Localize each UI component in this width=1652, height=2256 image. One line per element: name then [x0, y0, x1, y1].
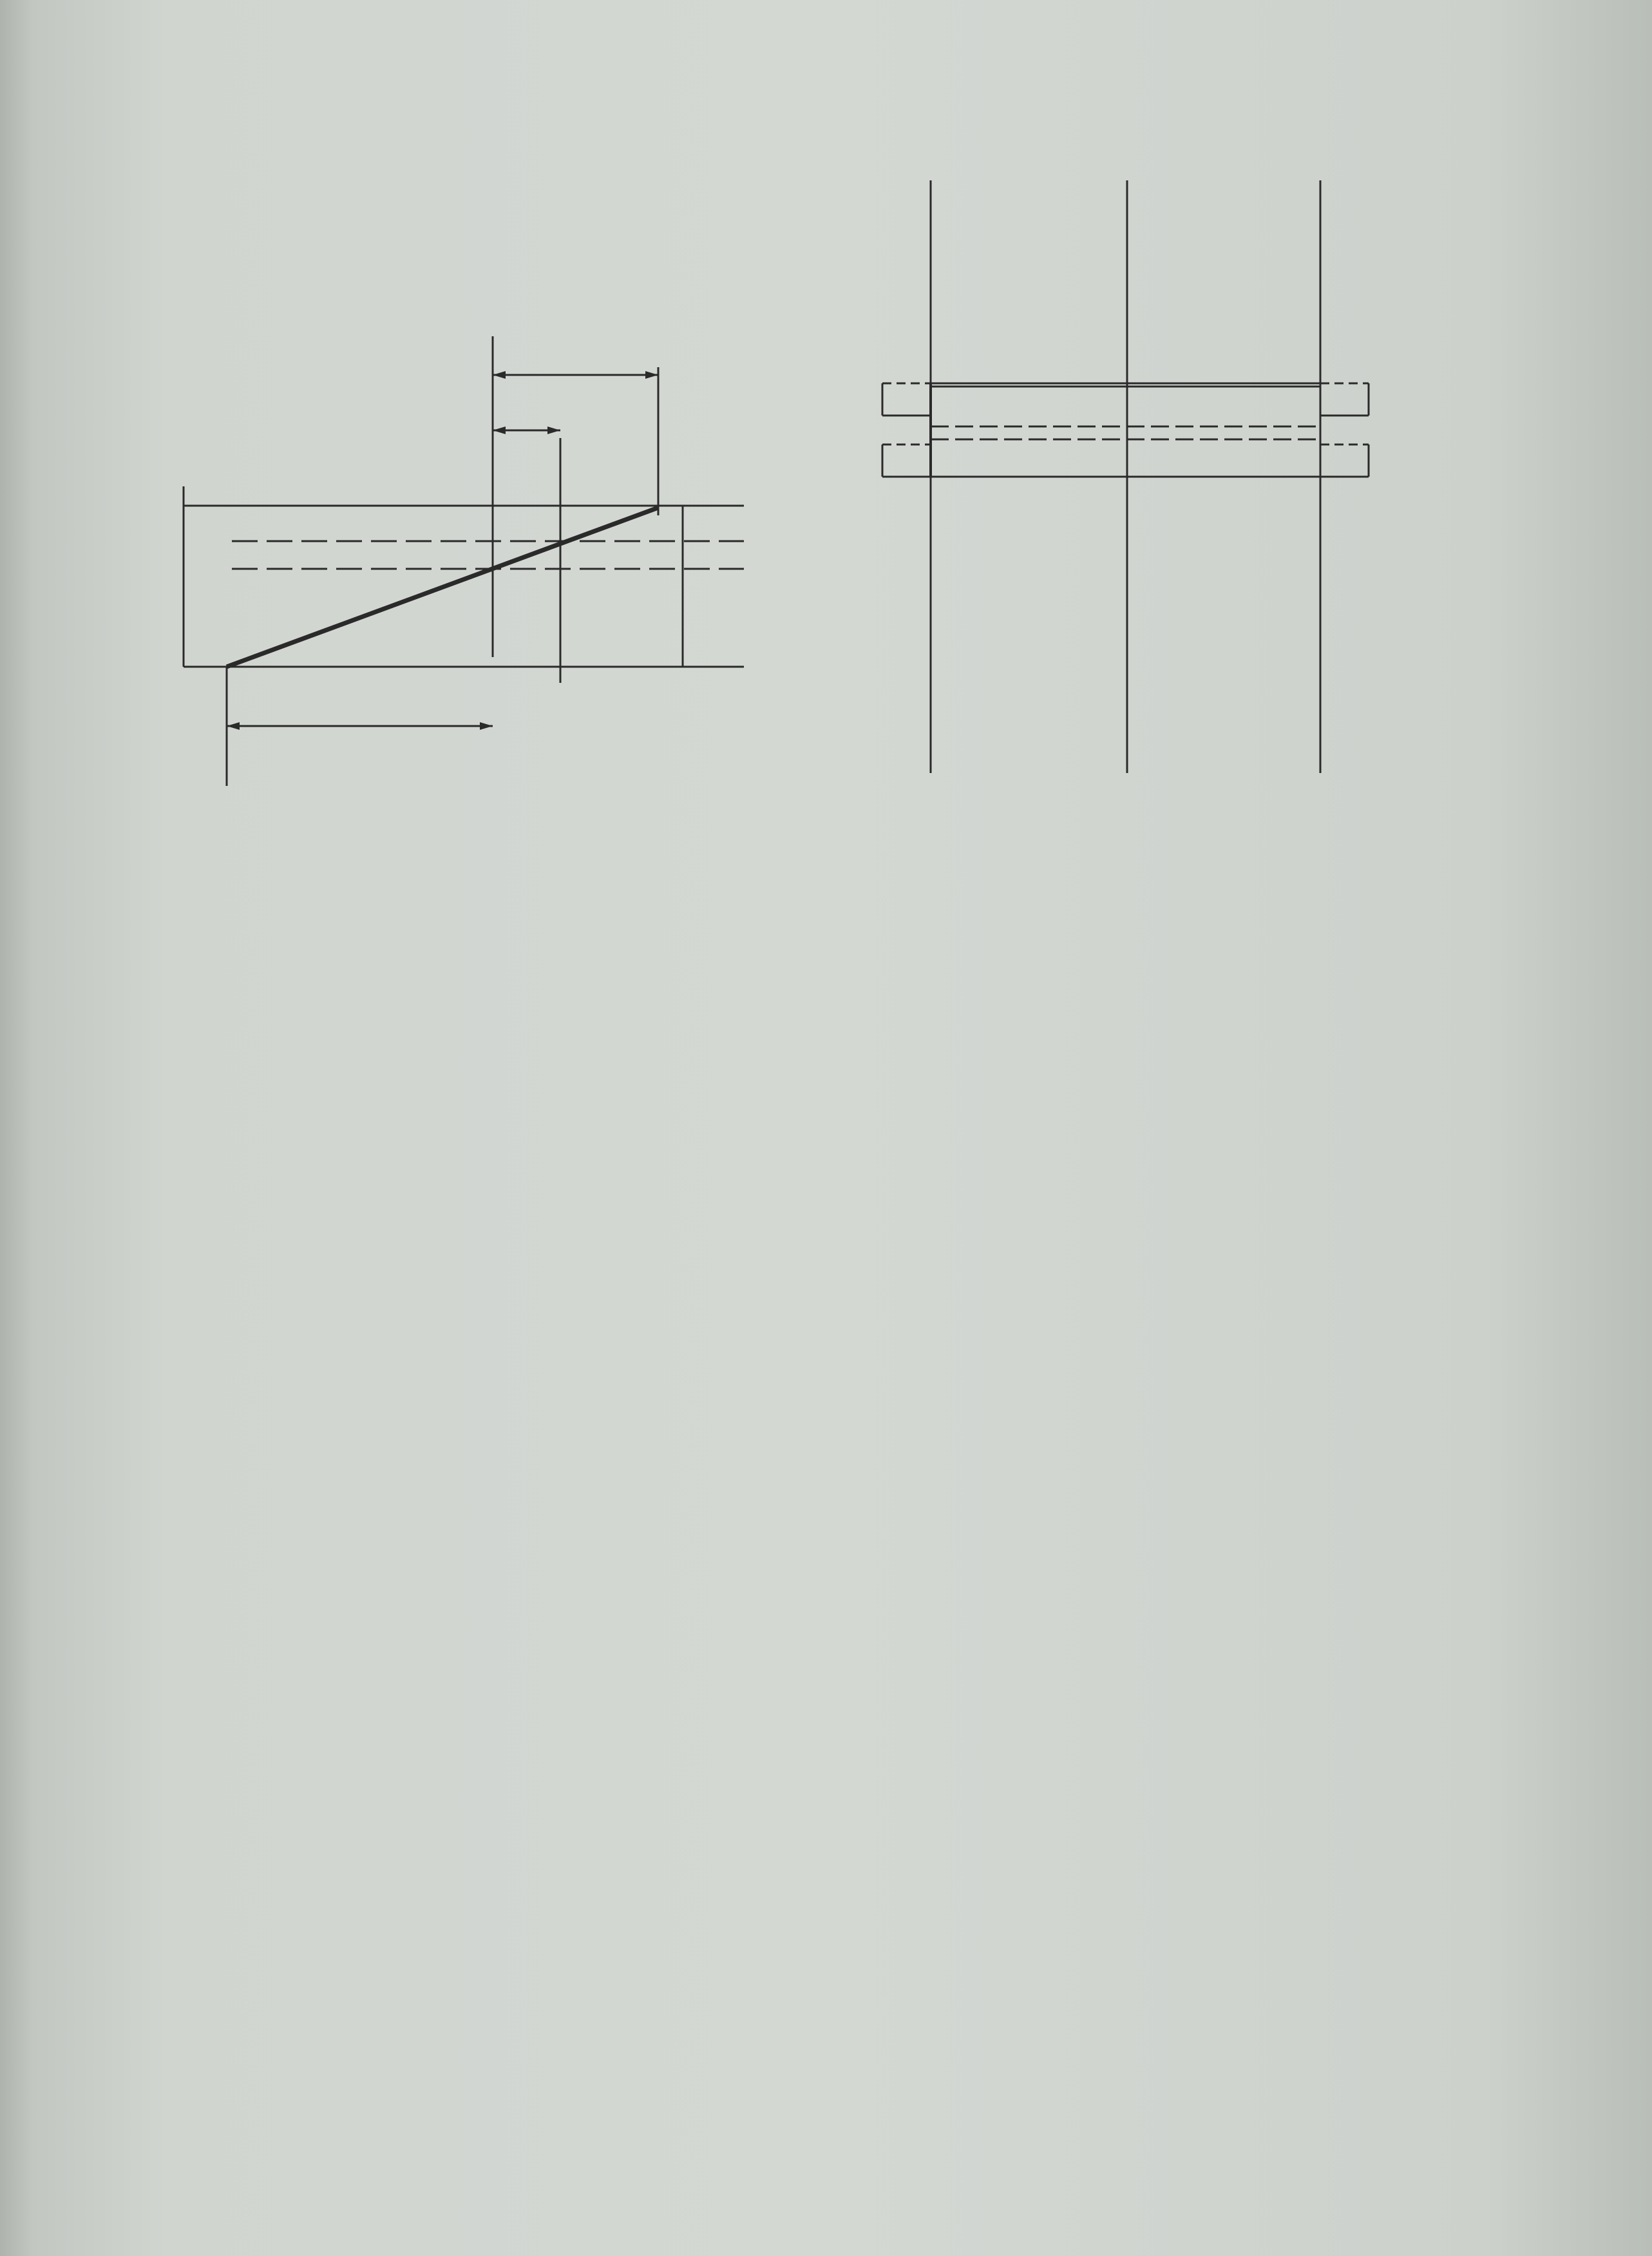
fig-7-diagram [873, 174, 1613, 779]
fig-7a-diagram [155, 322, 766, 786]
